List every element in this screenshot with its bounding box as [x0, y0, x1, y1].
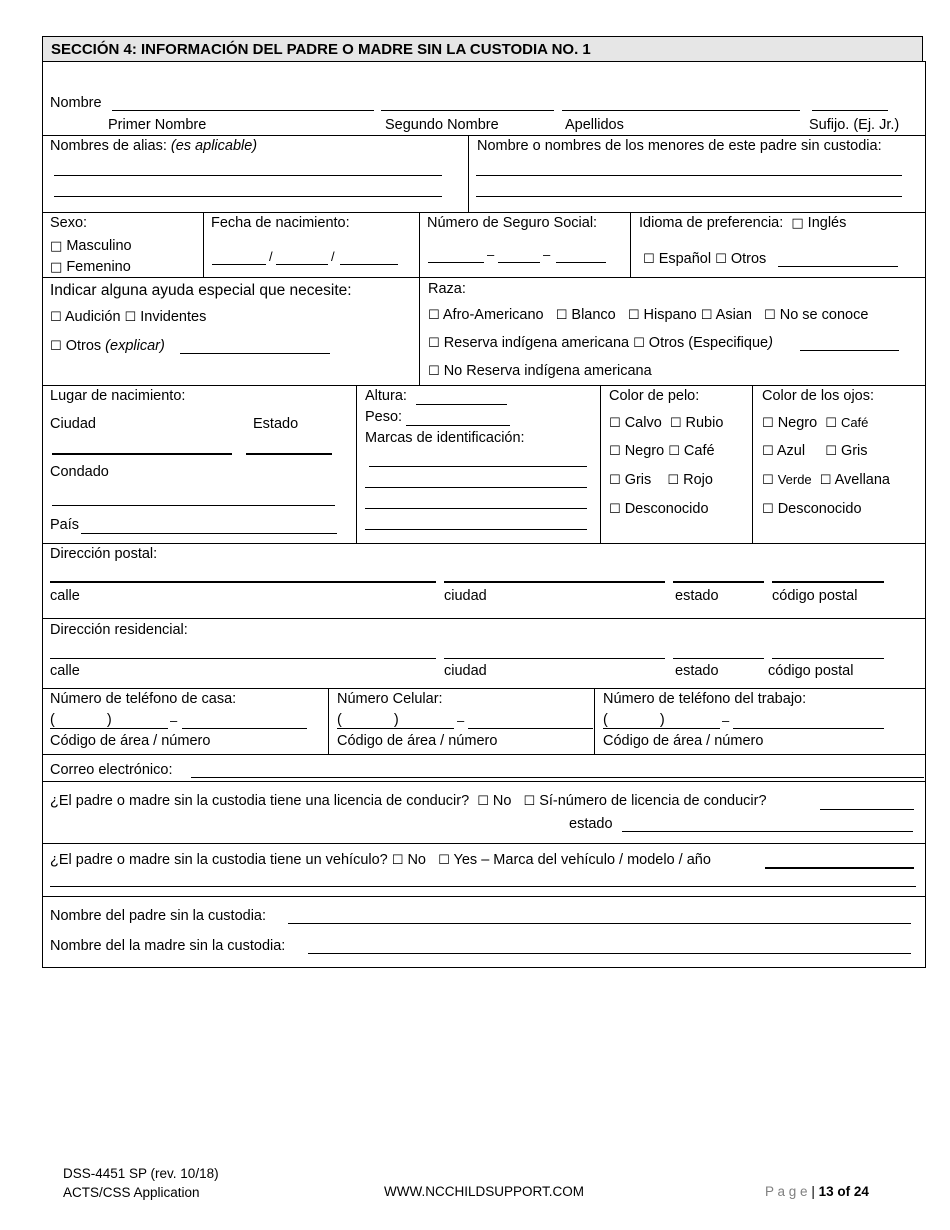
checkbox-icon[interactable]: ☐ [609, 416, 621, 431]
first-name-field[interactable] [112, 96, 374, 111]
language-options: ☐ Español ☐ Otros [643, 251, 767, 267]
home-phone-number-field[interactable] [182, 728, 307, 729]
checkbox-icon[interactable]: □ [50, 239, 63, 254]
sex-label: Sexo: [50, 215, 88, 231]
vehicle-details-field-2[interactable] [50, 886, 916, 887]
marks-label: Marcas de identificación: [365, 430, 525, 446]
special-help-other: ☐ Otros (explicar) [50, 338, 165, 354]
checkbox-icon[interactable]: ☐ [50, 339, 62, 354]
alias-field-2[interactable] [54, 196, 442, 197]
name-label: Nombre [50, 95, 102, 111]
checkbox-icon[interactable]: ☐ [428, 336, 440, 351]
vehicle-details-field[interactable] [765, 867, 914, 869]
children-field-2[interactable] [476, 196, 902, 197]
home-phone-label: Número de teléfono de casa: [50, 691, 237, 707]
mother-name-label: Nombre del la madre sin la custodia: [50, 938, 286, 954]
mailing-state-field[interactable] [673, 581, 764, 583]
work-phone-number-field[interactable] [733, 728, 884, 729]
checkbox-icon[interactable]: ☐ [668, 444, 680, 459]
divider [419, 277, 420, 385]
checkbox-icon[interactable]: ☐ [819, 473, 832, 488]
last-name-field[interactable] [562, 96, 800, 111]
dob-sep: / [269, 249, 273, 264]
app-name: ACTS/CSS Application [63, 1185, 200, 1200]
sex-male-option[interactable]: □ Masculino [50, 238, 132, 254]
mother-name-field[interactable] [308, 953, 911, 954]
birth-county-field[interactable] [52, 505, 335, 506]
suffix-caption: Sufijo. (Ej. Jr.) [809, 117, 900, 133]
birth-county-label: Condado [50, 464, 109, 480]
dob-label: Fecha de nacimiento: [211, 215, 350, 231]
email-field[interactable] [191, 777, 924, 778]
eyes-label: Color de los ojos: [762, 388, 875, 404]
checkbox-icon[interactable]: ☐ [627, 308, 640, 323]
residential-state-field[interactable] [673, 658, 764, 659]
residential-state-caption: estado [675, 663, 719, 679]
ssn-part3-field[interactable] [556, 262, 606, 263]
divider [42, 781, 926, 782]
special-help-other-field[interactable] [180, 353, 330, 354]
divider [419, 212, 420, 277]
checkbox-icon[interactable]: ☐ [428, 308, 440, 323]
divider [42, 618, 926, 619]
father-name-field[interactable] [288, 923, 911, 924]
race-label: Raza: [428, 281, 466, 297]
eyes-row-3: ☐ Verde ☐ Avellana [762, 472, 890, 488]
mailing-zip-caption: código postal [772, 588, 858, 604]
checkbox-icon[interactable]: ☐ [477, 794, 489, 809]
mailing-city-field[interactable] [444, 581, 665, 583]
first-name-caption: Primer Nombre [108, 117, 207, 133]
divider [630, 212, 631, 277]
checkbox-icon[interactable]: ☐ [762, 502, 774, 517]
birth-state-label: Estado [253, 416, 299, 432]
divider [42, 135, 926, 136]
eyes-row-2: ☐ Azul ☐ Gris [762, 443, 868, 459]
residential-city-caption: ciudad [444, 663, 487, 679]
home-phone-caption: Código de área / número [50, 733, 211, 749]
special-help-options: ☐ Audición ☐ Invidentes [50, 309, 207, 325]
cell-phone-line [337, 728, 454, 729]
checkbox-icon[interactable]: ☐ [643, 252, 655, 267]
checkbox-icon[interactable]: ☐ [609, 473, 621, 488]
birth-country-field[interactable] [81, 533, 337, 534]
home-phone-field[interactable]: ( ) [50, 712, 112, 728]
checkbox-icon[interactable]: ☐ [124, 310, 137, 325]
divider [42, 896, 926, 897]
checkbox-icon[interactable]: ☐ [667, 473, 680, 488]
alias-field-1[interactable] [54, 175, 442, 176]
checkbox-icon[interactable]: ☐ [825, 444, 837, 459]
license-state-field[interactable] [622, 831, 913, 832]
race-row-2: ☐ Reserva indígena americana ☐ Otros (Especifique) [428, 335, 773, 351]
checkbox-icon[interactable]: ☐ [700, 308, 713, 323]
divider [42, 543, 926, 544]
hair-row-3: ☐ Gris ☐ Rojo [609, 472, 713, 488]
divider [752, 385, 753, 544]
checkbox-icon[interactable]: ☐ [523, 794, 536, 809]
work-phone-field[interactable]: ( ) [603, 712, 665, 728]
mailing-state-caption: estado [675, 588, 719, 604]
divider [328, 688, 329, 754]
height-label: Altura: [365, 388, 407, 404]
divider [42, 385, 926, 386]
eyes-row-4: ☐ Desconocido [762, 501, 862, 517]
eyes-row-1: ☐ Negro ☐ Café [762, 415, 869, 431]
race-row-1: ☐ Afro-Americano ☐ Blanco ☐ Hispano ☐ Asian ☐ No se conoce [428, 307, 869, 323]
ssn-part1-field[interactable] [428, 262, 484, 263]
divider [356, 385, 357, 544]
hair-row-2: ☐ Negro ☐ Café [609, 443, 715, 459]
marks-field-1[interactable] [369, 466, 587, 467]
weight-field[interactable] [406, 425, 510, 426]
work-phone-label: Número de teléfono del trabajo: [603, 691, 807, 707]
ssn-sep: – [543, 247, 551, 262]
section-title: SECCIÓN 4: INFORMACIÓN DEL PADRE O MADRE SIN LA CUSTODIA NO. 1 [51, 41, 591, 58]
divider [594, 688, 595, 754]
mailing-street-caption: calle [50, 588, 80, 604]
hair-row-1: ☐ Calvo ☐ Rubio [609, 415, 724, 431]
divider [42, 277, 926, 278]
divider [42, 212, 926, 213]
marks-field-2[interactable] [365, 487, 587, 488]
alias-label: Nombres de alias: (es aplicable) [50, 138, 258, 154]
cell-phone-number-field[interactable] [468, 728, 593, 729]
marks-field-4[interactable] [365, 529, 587, 530]
middle-name-caption: Segundo Nombre [385, 117, 499, 133]
height-field[interactable] [416, 404, 507, 405]
suffix-field[interactable] [812, 96, 888, 111]
page-number: P a g e | 13 of 24 [765, 1184, 869, 1199]
checkbox-icon[interactable]: ☐ [555, 308, 568, 323]
checkbox-icon[interactable]: ☐ [428, 364, 440, 379]
race-other-field[interactable] [800, 350, 899, 351]
middle-name-field[interactable] [381, 96, 554, 111]
ssn-label: Número de Seguro Social: [427, 215, 598, 231]
cell-phone-field[interactable]: ( ) [337, 712, 399, 728]
checkbox-icon[interactable]: ☐ [50, 310, 62, 325]
divider [468, 135, 469, 212]
vehicle-question: ¿El padre o madre sin la custodia tiene un vehículo? ☐ No ☐ Yes – Marca del vehículo / modelo / año [50, 852, 711, 868]
residential-street-field[interactable] [50, 658, 436, 659]
home-phone-line [50, 728, 168, 729]
license-question: ¿El padre o madre sin la custodia tiene una licencia de conducir? ☐ No ☐ Sí-número de licencia de conducir? [50, 793, 767, 809]
birth-city-field[interactable] [52, 439, 232, 455]
checkbox-icon[interactable]: ☐ [633, 336, 645, 351]
section-header [42, 36, 923, 62]
cell-phone-label: Número Celular: [337, 691, 443, 707]
work-phone-line [603, 728, 720, 729]
sex-female-option[interactable]: □ Femenino [50, 259, 131, 275]
mailing-zip-field[interactable] [772, 581, 884, 583]
race-row-3: ☐ No Reserva indígena americana [428, 363, 652, 379]
website-link[interactable]: WWW.NCCHILDSUPPORT.COM [384, 1184, 585, 1199]
mailing-street-field[interactable] [50, 581, 436, 583]
checkbox-icon[interactable]: □ [50, 260, 63, 275]
marks-field-3[interactable] [365, 508, 587, 509]
special-help-label: Indicar alguna ayuda especial que necesite: [50, 282, 352, 299]
checkbox-icon[interactable]: ☐ [609, 502, 621, 517]
residential-street-caption: calle [50, 663, 80, 679]
language-label: Idioma de preferencia: □ Inglés [639, 215, 847, 231]
mailing-label: Dirección postal: [50, 546, 158, 562]
divider [42, 843, 926, 844]
mailing-city-caption: ciudad [444, 588, 487, 604]
birthplace-label: Lugar de nacimiento: [50, 388, 186, 404]
checkbox-icon[interactable]: ☐ [715, 252, 727, 267]
divider [600, 385, 601, 544]
home-phone-dash: – [170, 713, 178, 728]
checkbox-icon[interactable]: ☐ [762, 444, 774, 459]
email-label: Correo electrónico: [50, 762, 173, 778]
dob-day-field[interactable] [276, 264, 328, 265]
birth-state-field[interactable] [246, 439, 332, 455]
hair-label: Color de pelo: [609, 388, 700, 404]
residential-zip-field[interactable] [772, 658, 884, 659]
checkbox-icon[interactable]: ☐ [609, 444, 621, 459]
checkbox-icon[interactable]: ☐ [825, 416, 837, 431]
residential-zip-caption: código postal [768, 663, 854, 679]
weight-label: Peso: [365, 409, 403, 425]
cell-phone-dash: – [457, 713, 465, 728]
birth-country-label: País [50, 517, 80, 533]
cell-phone-caption: Código de área / número [337, 733, 498, 749]
work-phone-dash: – [722, 713, 730, 728]
checkbox-icon[interactable]: ☐ [438, 853, 450, 868]
work-phone-caption: Código de área / número [603, 733, 764, 749]
checkbox-icon[interactable]: ☐ [762, 473, 774, 488]
checkbox-icon[interactable]: ☐ [669, 416, 682, 431]
ssn-part2-field[interactable] [498, 262, 540, 263]
dob-sep: / [331, 249, 335, 264]
father-name-label: Nombre del padre sin la custodia: [50, 908, 267, 924]
dob-year-field[interactable] [340, 264, 398, 265]
hair-row-4: ☐ Desconocido [609, 501, 709, 517]
divider [203, 212, 204, 277]
dob-month-field[interactable] [212, 264, 266, 265]
checkbox-icon[interactable]: ☐ [391, 853, 404, 868]
checkbox-icon[interactable]: ☐ [764, 308, 776, 323]
license-state-label: estado [569, 816, 613, 832]
ssn-sep: – [487, 247, 495, 262]
children-field-1[interactable] [476, 175, 902, 176]
checkbox-icon[interactable]: □ [791, 216, 804, 231]
divider [42, 688, 926, 689]
birth-city-label: Ciudad [50, 416, 96, 432]
residential-label: Dirección residencial: [50, 622, 188, 638]
checkbox-icon[interactable]: ☐ [762, 416, 774, 431]
license-number-field[interactable] [820, 809, 914, 810]
divider [42, 754, 926, 755]
children-label: Nombre o nombres de los menores de este padre sin custodia: [477, 138, 882, 154]
language-other-field[interactable] [778, 266, 898, 267]
form-id: DSS-4451 SP (rev. 10/18) [63, 1166, 219, 1181]
residential-city-field[interactable] [444, 658, 665, 659]
last-name-caption: Apellidos [565, 117, 624, 133]
